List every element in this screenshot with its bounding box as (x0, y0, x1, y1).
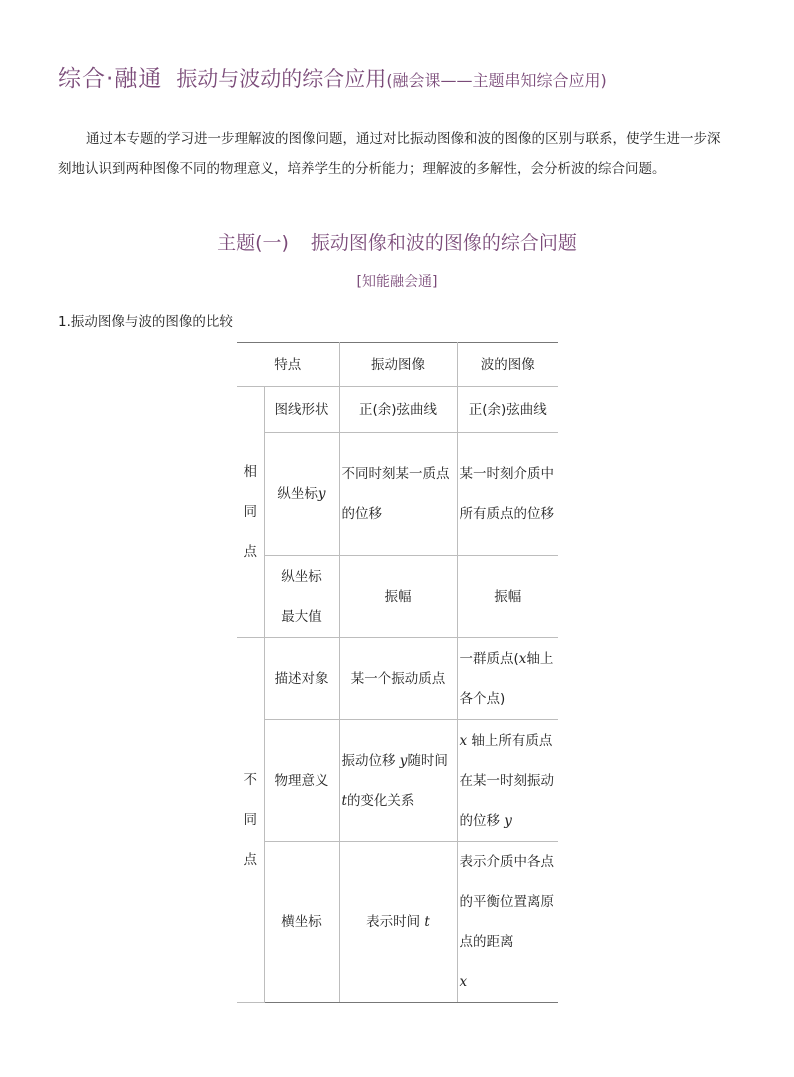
vibration-cell: 某一个振动质点 (339, 638, 457, 720)
vibration-cell: 正(余)弦曲线 (339, 387, 457, 433)
group-label-same: 相 同 点 (237, 387, 264, 638)
table-row (237, 842, 558, 1003)
feature-cell: 纵坐标 最大值 (264, 556, 339, 638)
feature-cell: 物理意义 (264, 720, 339, 842)
group-label-different: 不 同 点 (237, 638, 264, 1003)
wave-cell: 表示介质中各点的平衡位置离原点的距离 x (457, 842, 558, 1003)
vibration-cell: 振幅 (339, 556, 457, 638)
vibration-cell: 表示时间 t (339, 842, 457, 1003)
section-title: 1.振动图像与波的图像的比较 (58, 314, 233, 330)
comparison-table (237, 342, 558, 1003)
wave-cell: 某一时刻介质中所有质点的位移 (457, 433, 558, 556)
feature-cell: 描述对象 (264, 638, 339, 720)
page-title (58, 60, 607, 93)
vibration-cell: 不同时刻某一质点的位移 (339, 433, 457, 556)
wave-cell: 振幅 (457, 556, 558, 638)
table-row (237, 638, 558, 720)
table-row (237, 387, 558, 433)
title-main: 振动与波动的综合应用 (176, 67, 387, 91)
wave-cell: x 轴上所有质点在某一时刻振动的位移 y (457, 720, 558, 842)
title-series: 综合·融通 (58, 66, 163, 92)
feature-cell: 横坐标 (264, 842, 339, 1003)
topic-heading (0, 228, 794, 255)
header-vibration: 振动图像 (339, 343, 457, 387)
wave-cell: 一群质点(x轴上各个点) (457, 638, 558, 720)
topic-name: 振动图像和波的图像的综合问题 (310, 232, 577, 254)
table-header-row (237, 343, 558, 387)
table-row (237, 720, 558, 842)
intro-paragraph: 通过本专题的学习进一步理解波的图像问题，通过对比振动图像和波的图像的区别与联系，使学生进一步深刻地认识到两种图像不同的物理意义，培养学生的分析能力；理解波的多解性，会分析波的综合问题。 (58, 130, 721, 177)
vibration-cell: 振动位移 y随时间 t的变化关系 (339, 720, 457, 842)
feature-cell: 图线形状 (264, 387, 339, 433)
table-row (237, 433, 558, 556)
header-wave: 波的图像 (457, 343, 558, 387)
topic-number: 主题(一) (217, 232, 289, 254)
header-feature: 特点 (237, 343, 339, 387)
wave-cell: 正(余)弦曲线 (457, 387, 558, 433)
feature-cell: 纵坐标y (264, 433, 339, 556)
subheading: [知能融会通] (356, 274, 438, 290)
title-note: (融会课——主题串知综合应用) (386, 71, 607, 90)
table-row (237, 556, 558, 638)
